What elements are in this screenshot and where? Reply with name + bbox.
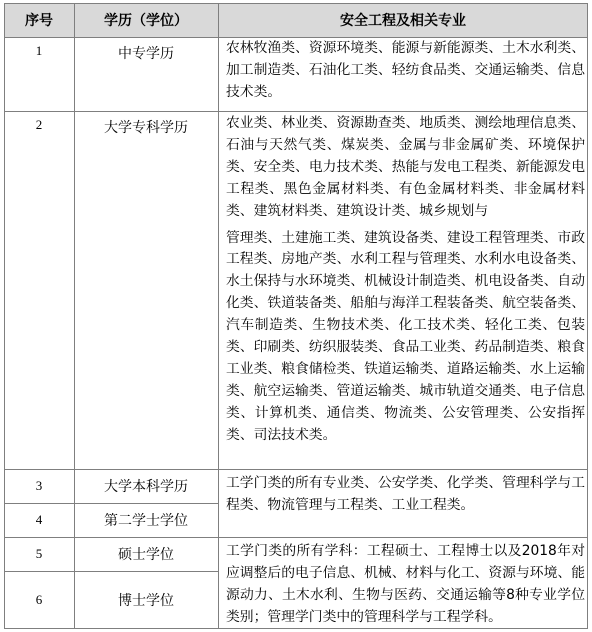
table-border-right: [587, 3, 588, 629]
row-3-level: 大学本科学历: [104, 479, 188, 495]
table-border-top: [4, 3, 588, 4]
row-4-no: 4: [35, 512, 43, 527]
rows-5-6-majors-text: 工学门类的所有学科：工程硕士、工程博士以及2018年对应调整后的电子信息、机械、材料与化工、资源与环境、能源动力、土木水利、生物与医药、交通运输等8种专业学位类别；管理学门类中的管理科学与工程学科。: [226, 543, 585, 625]
row-1-no: 1: [35, 43, 43, 58]
row-1-level: 中专学历: [118, 46, 174, 62]
row-2-majors: [218, 113, 588, 469]
header-no: 序号: [4, 3, 74, 37]
row-6-level: 博士学位: [118, 593, 174, 609]
row-divider: [4, 469, 588, 470]
row-3-no: 3: [35, 478, 43, 493]
header-majors: 安全工程及相关专业: [218, 3, 588, 37]
row-1-majors-text: 农林牧渔类、资源环境类、能源与新能源类、土木水利类、加工制造类、石油化工类、轻纺食品类、交通运输类、信息技术类。: [226, 40, 585, 100]
rows-3-4-majors-text: 工学门类的所有专业类、公安学类、化学类、管理科学与工程类、物流管理与工程类、工业工程类。: [226, 475, 585, 513]
row-divider: [4, 503, 218, 504]
row-1-majors: [218, 38, 588, 111]
row-5-level: 硕士学位: [118, 547, 174, 563]
column-divider: [74, 3, 75, 629]
row-divider: [4, 571, 218, 572]
header-divider: [4, 37, 588, 38]
row-5-no: 5: [35, 546, 43, 561]
header-level: 学历（学位）: [74, 3, 218, 37]
rows-5-6-majors: [218, 541, 588, 629]
row-2-level: 大学专科学历: [104, 120, 188, 136]
row-2-majors-part2: 管理类、土建施工类、建筑设备类、建设工程管理类、市政工程类、房地产类、水利工程与管理类、水利水电设备类、水土保持与水环境类、机械设计制造类、机电设备类、自动化类、铁道装备类、船舶与海洋工程装备类、航空装备类、汽车制造类、生物技术类、化工技术类、轻化工类、包装类、印刷类、纺织服装类、食品工业类、药品制造类、粮食工业类、粮食储检类、铁道运输类、道路运输类、水上运输类、航空运输类、管道运输类、城市轨道交通类、电子信息类、计算机类、通信类、物流类、公安管理类、公安指挥类、司法技术类。: [226, 229, 585, 443]
rows-3-4-majors: [218, 473, 588, 537]
row-2-majors-part1: 农业类、林业类、资源勘查类、地质类、测绘地理信息类、石油与天然气类、煤炭类、金属与非金属矿类、环境保护类、安全类、电力技术类、热能与发电工程类、新能源发电工程类、黑色金属材料类、有色金属材料类、非金属材料类、建筑材料类、建筑设计类、城乡规划与: [226, 115, 585, 219]
table-border-bottom: [4, 628, 588, 629]
table-border-left: [4, 3, 5, 629]
row-4-level: 第二学士学位: [104, 513, 188, 529]
row-divider: [4, 537, 588, 538]
row-2-no: 2: [35, 117, 43, 132]
majors-table: [4, 3, 588, 629]
column-divider: [218, 3, 219, 629]
row-6-no: 6: [35, 592, 43, 607]
row-divider: [4, 111, 588, 112]
